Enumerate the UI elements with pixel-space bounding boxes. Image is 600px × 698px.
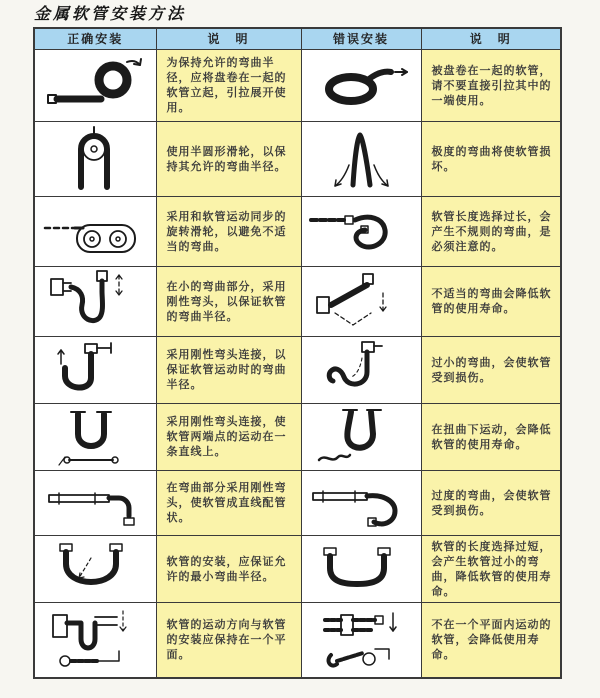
rigid-elbow-inline-motion-icon [39, 404, 151, 466]
wrong-description: 不适当的弯曲会降低软管的使用寿命。 [421, 266, 561, 336]
hose-too-short-u-icon [305, 536, 417, 598]
table-row [34, 403, 561, 470]
wrong-illustration-cell [301, 49, 421, 121]
header-row [34, 28, 561, 49]
wrong-description: 极度的弯曲将使软管损坏。 [421, 121, 561, 196]
correct-description: 采用刚性弯头连接，以保证软管运动时的弯曲半径。 [156, 336, 301, 403]
correct-description: 在小的弯曲部分，采用刚性弯头，以保证软管的弯曲半径。 [156, 266, 301, 336]
hose-motion-out-of-plane-icon [305, 603, 417, 673]
hose-excessive-bend-icon [305, 471, 417, 531]
wrong-illustration-cell [301, 403, 421, 470]
wrong-illustration-cell [301, 336, 421, 403]
correct-description: 采用刚性弯头连接，使软管两端点的运动在一条直线上。 [156, 403, 301, 470]
correct-description: 软管的安装，应保证允许的最小弯曲半径。 [156, 535, 301, 602]
correct-illustration-cell [34, 121, 156, 196]
rigid-elbow-connection-icon [39, 338, 151, 398]
wrong-illustration-cell [301, 196, 421, 266]
hose-over-semicircular-pulley-icon [39, 123, 151, 191]
header-wrong-description: 说 明 [421, 28, 561, 49]
correct-illustration-cell [34, 49, 156, 121]
hose-motion-same-plane-icon [39, 603, 151, 673]
table-row [34, 121, 561, 196]
table-row [34, 602, 561, 678]
hose-min-bend-radius-u-icon [39, 536, 151, 598]
table-row [34, 470, 561, 535]
correct-illustration-cell [34, 535, 156, 602]
wrong-description: 不在一个平面内运动的软管，会降低使用寿命。 [421, 602, 561, 678]
wrong-description: 软管长度选择过长，会产生不规则的弯曲，是必须注意的。 [421, 196, 561, 266]
wrong-illustration-cell [301, 266, 421, 336]
table-row [34, 196, 561, 266]
correct-description: 在弯曲部分采用刚性弯头，使软管成直线配管状。 [156, 470, 301, 535]
installation-table [33, 27, 562, 679]
table-row [34, 266, 561, 336]
hose-overlong-irregular-bend-icon [305, 198, 417, 260]
wrong-illustration-cell [301, 535, 421, 602]
table-row [34, 336, 561, 403]
table-row [34, 49, 561, 121]
hose-too-small-bend-icon [305, 338, 417, 398]
rigid-elbow-at-small-bend-icon [39, 267, 151, 331]
correct-description: 为保持允许的弯曲半径，应将盘卷在一起的软管立起，引拉展开使用。 [156, 49, 301, 121]
table-row [34, 535, 561, 602]
correct-illustration-cell [34, 336, 156, 403]
correct-description: 采用和软管运动同步的旋转滑轮，以避免不适当的弯曲。 [156, 196, 301, 266]
correct-illustration-cell [34, 403, 156, 470]
wrong-illustration-cell [301, 470, 421, 535]
hose-twisted-motion-icon [305, 404, 417, 466]
rigid-elbow-straight-run-icon [39, 471, 151, 531]
coiled-hose-upright-icon [39, 52, 151, 114]
correct-illustration-cell [34, 602, 156, 678]
correct-description: 使用半圆形滑轮，以保持其允许的弯曲半径。 [156, 121, 301, 196]
header-correct-install: 正确安装 [34, 28, 156, 49]
correct-illustration-cell [34, 196, 156, 266]
hose-extreme-bend-icon [305, 123, 417, 191]
header-wrong-install: 错误安装 [301, 28, 421, 49]
hose-synchronized-rollers-icon [39, 198, 151, 260]
hose-improper-bend-icon [305, 267, 417, 331]
correct-illustration-cell [34, 470, 156, 535]
correct-description: 软管的运动方向与软管的安装应保持在一个平面。 [156, 602, 301, 678]
page-title: 金属软管安装方法 [34, 4, 187, 23]
wrong-description: 在扭曲下运动，会降低软管的使用寿命。 [421, 403, 561, 470]
wrong-description: 过度的弯曲，会使软管受到损伤。 [421, 470, 561, 535]
coiled-hose-flat-pulled-icon [305, 52, 417, 114]
wrong-illustration-cell [301, 121, 421, 196]
wrong-description: 被盘卷在一起的软管，请不要直接引拉其中的一端使用。 [421, 49, 561, 121]
correct-illustration-cell [34, 266, 156, 336]
wrong-illustration-cell [301, 602, 421, 678]
wrong-description: 过小的弯曲，会使软管受到损伤。 [421, 336, 561, 403]
header-correct-description: 说 明 [156, 28, 301, 49]
wrong-description: 软管的长度选择过短，会产生软管过小的弯曲，降低软管的使用寿命。 [421, 535, 561, 602]
